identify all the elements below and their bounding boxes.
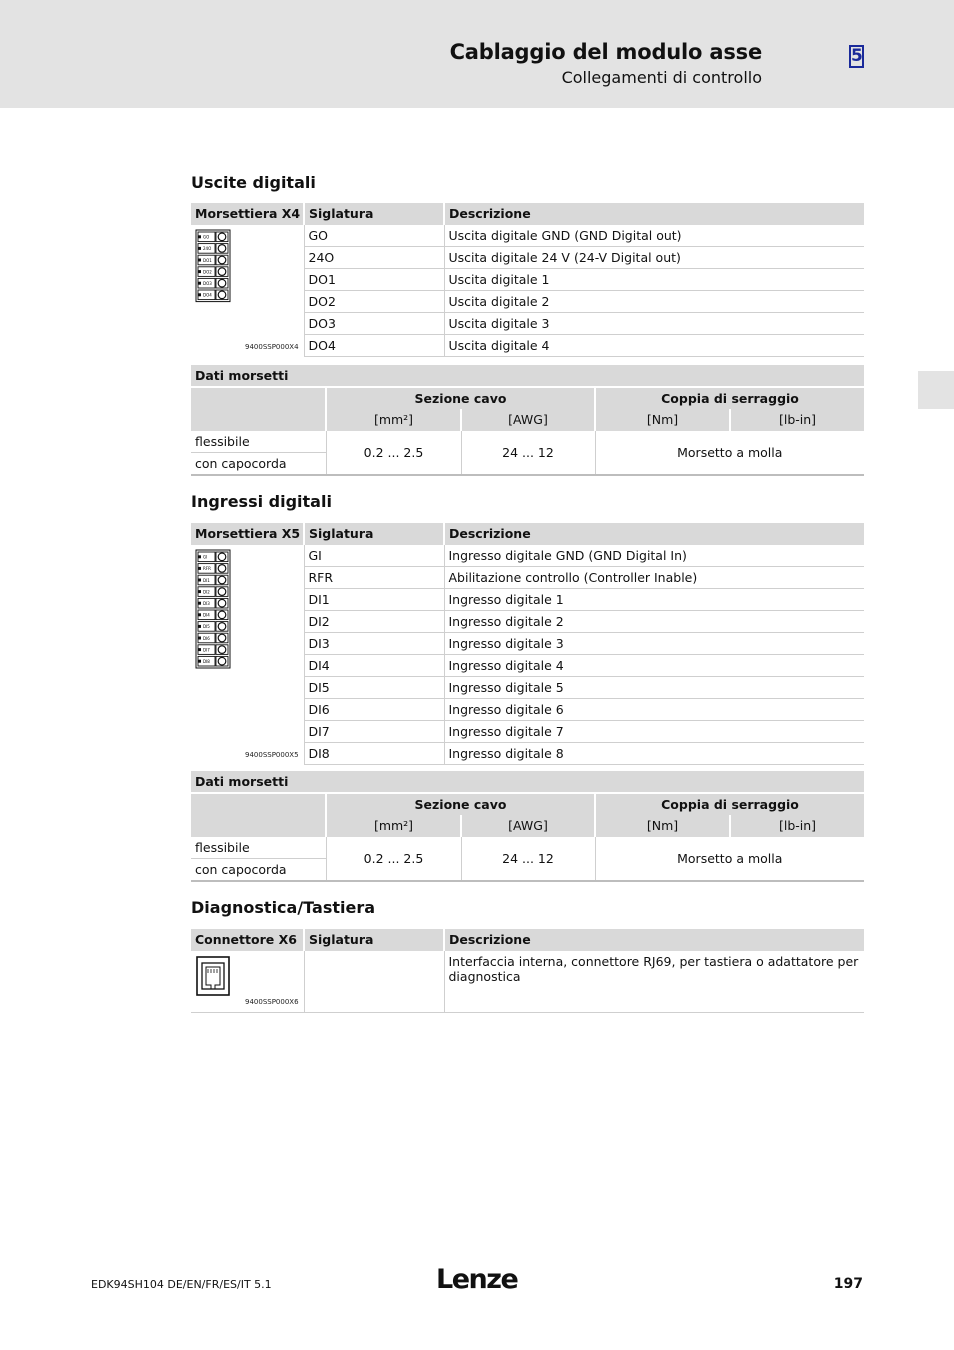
coppia-header: Coppia di serraggio bbox=[595, 387, 864, 409]
coppia-header: Coppia di serraggio bbox=[595, 793, 864, 815]
image-code: 9400SSP000X4 bbox=[245, 342, 299, 351]
col-header-descrizione: Descrizione bbox=[444, 523, 864, 545]
terminal-label: DI6 bbox=[203, 635, 210, 641]
terminal-latch bbox=[198, 660, 201, 663]
unit-awg: [AWG] bbox=[461, 815, 595, 837]
dati-morsetti-table-x4 bbox=[191, 365, 864, 476]
table-row-sig: DI1 bbox=[304, 589, 444, 611]
section-title-ingressi: Ingressi digitali bbox=[191, 492, 332, 511]
col-header-connettore: Connettore X6 bbox=[191, 929, 304, 951]
terminal-latch bbox=[198, 293, 201, 296]
side-tab-marker bbox=[918, 371, 954, 409]
col-header-descrizione: Descrizione bbox=[444, 929, 864, 951]
dati-empty-header bbox=[191, 793, 326, 837]
terminal-label: DI4 bbox=[203, 612, 210, 618]
terminal-spring-hole bbox=[218, 588, 226, 596]
terminal-latch bbox=[198, 247, 201, 250]
terminal-latch bbox=[198, 613, 201, 616]
image-code: 9400SSP000X6 bbox=[245, 997, 299, 1006]
terminal-spring-hole bbox=[218, 245, 226, 253]
table-row-sig: DI5 bbox=[304, 677, 444, 699]
table-row-desc: Ingresso digitale 1 bbox=[444, 589, 864, 611]
terminal-label: DI2 bbox=[203, 589, 210, 595]
unit-mm2: [mm²] bbox=[326, 815, 461, 837]
unit-nm: [Nm] bbox=[595, 409, 730, 431]
table-row-sig: DI4 bbox=[304, 655, 444, 677]
row-label-flessibile: flessibile bbox=[191, 837, 326, 859]
table-row-sig: DI3 bbox=[304, 633, 444, 655]
page-title: Cablaggio del modulo asse bbox=[449, 40, 762, 64]
terminal-latch bbox=[198, 259, 201, 262]
coppia-value: Morsetto a molla bbox=[595, 431, 864, 475]
row-label-capocorda: con capocorda bbox=[191, 453, 326, 476]
table-row-sig: DO4 bbox=[304, 335, 444, 357]
table-row-desc: Ingresso digitale 3 bbox=[444, 633, 864, 655]
page-number: 197 bbox=[833, 1276, 863, 1292]
col-header-morsettiera: Morsettiera X5 bbox=[191, 523, 304, 545]
table-row-desc: Uscita digitale 2 bbox=[444, 291, 864, 313]
ingressi-table bbox=[191, 523, 864, 765]
image-code: 9400SSP000X5 bbox=[245, 750, 299, 759]
table-row-desc: Ingresso digitale 5 bbox=[444, 677, 864, 699]
terminal-spring-hole bbox=[218, 291, 226, 299]
table-row-sig: DI7 bbox=[304, 721, 444, 743]
row-label-flessibile: flessibile bbox=[191, 431, 326, 453]
terminal-spring-hole bbox=[218, 268, 226, 276]
section-title-diagnostica: Diagnostica/Tastiera bbox=[191, 898, 376, 917]
table-row-sig: DO1 bbox=[304, 269, 444, 291]
awg-value: 24 ... 12 bbox=[461, 431, 595, 475]
table-row-sig: DI2 bbox=[304, 611, 444, 633]
unit-nm: [Nm] bbox=[595, 815, 730, 837]
table-row-sig: DI8 bbox=[304, 743, 444, 765]
terminal-spring-hole bbox=[218, 553, 226, 561]
terminal-latch bbox=[198, 590, 201, 593]
terminal-label: 24O bbox=[203, 246, 212, 252]
terminal-spring-hole bbox=[218, 256, 226, 264]
col-header-siglatura: Siglatura bbox=[304, 523, 444, 545]
unit-mm2: [mm²] bbox=[326, 409, 461, 431]
table-row-desc: Uscita digitale 1 bbox=[444, 269, 864, 291]
terminal-label: DI3 bbox=[203, 601, 210, 606]
lenze-logo: Lenze bbox=[436, 1264, 518, 1295]
terminal-spring-hole bbox=[218, 611, 226, 619]
terminal-spring-hole bbox=[218, 576, 226, 584]
table-row-desc: Uscita digitale 4 bbox=[444, 335, 864, 357]
terminal-label: DO1 bbox=[203, 257, 212, 263]
table-row-desc: Uscita digitale GND (GND Digital out) bbox=[444, 225, 864, 247]
diagnostica-desc: Interfaccia interna, connettore RJ69, per tastiera o adattatore per diagnostica bbox=[444, 951, 864, 1012]
terminal-label: DI5 bbox=[203, 624, 210, 630]
terminal-label: GO bbox=[203, 234, 210, 240]
col-header-morsettiera: Morsettiera X4 bbox=[191, 203, 304, 225]
terminal-block-x4-icon bbox=[195, 229, 231, 303]
siglatura-empty-cell bbox=[304, 951, 444, 1012]
section-title-uscite: Uscite digitali bbox=[191, 173, 316, 192]
terminal-label: DO4 bbox=[203, 292, 212, 298]
mm2-value: 0.2 ... 2.5 bbox=[326, 837, 461, 881]
connector-image-cell bbox=[191, 951, 304, 1012]
terminal-spring-hole bbox=[218, 646, 226, 654]
sezione-cavo-header: Sezione cavo bbox=[326, 387, 595, 409]
coppia-value: Morsetto a molla bbox=[595, 837, 864, 881]
table-row-sig: DI6 bbox=[304, 699, 444, 721]
terminal-label: DI1 bbox=[203, 577, 210, 583]
diagnostica-table bbox=[191, 929, 864, 1013]
table-row-sig: DO2 bbox=[304, 291, 444, 313]
row-label-capocorda: con capocorda bbox=[191, 859, 326, 882]
table-row-desc: Ingresso digitale 2 bbox=[444, 611, 864, 633]
terminal-label: DO3 bbox=[203, 281, 212, 286]
table-row-desc: Uscita digitale 3 bbox=[444, 313, 864, 335]
unit-lbin: [lb-in] bbox=[730, 815, 864, 837]
terminal-label: GI bbox=[203, 554, 208, 560]
terminal-spring-hole bbox=[218, 279, 226, 287]
terminal-block-x5-icon bbox=[195, 549, 231, 669]
terminal-latch bbox=[198, 282, 201, 285]
table-row-desc: Uscita digitale 24 V (24-V Digital out) bbox=[444, 247, 864, 269]
col-header-siglatura: Siglatura bbox=[304, 203, 444, 225]
terminal-latch bbox=[198, 637, 201, 640]
terminal-latch bbox=[198, 602, 201, 605]
terminal-latch bbox=[198, 648, 201, 651]
col-header-descrizione: Descrizione bbox=[444, 203, 864, 225]
unit-awg: [AWG] bbox=[461, 409, 595, 431]
terminal-latch bbox=[198, 579, 201, 582]
dati-empty-header bbox=[191, 387, 326, 431]
table-row-sig: RFR bbox=[304, 567, 444, 589]
terminal-spring-hole bbox=[218, 623, 226, 631]
table-row-desc: Ingresso digitale 8 bbox=[444, 743, 864, 765]
doc-code: EDK94SH104 DE/EN/FR/ES/IT 5.1 bbox=[91, 1278, 272, 1291]
page-subtitle: Collegamenti di controllo bbox=[561, 68, 762, 87]
dati-morsetti-table-x5 bbox=[191, 771, 864, 882]
table-row-desc: Ingresso digitale 6 bbox=[444, 699, 864, 721]
terminal-label: DI7 bbox=[203, 647, 210, 653]
terminal-latch bbox=[198, 270, 201, 273]
table-row-sig: 24O bbox=[304, 247, 444, 269]
terminal-latch bbox=[198, 625, 201, 628]
terminal-latch bbox=[198, 567, 201, 570]
terminal-spring-hole bbox=[218, 599, 226, 607]
unit-lbin: [lb-in] bbox=[730, 409, 864, 431]
awg-value: 24 ... 12 bbox=[461, 837, 595, 881]
terminal-label: DO2 bbox=[203, 269, 212, 275]
table-row-desc: Ingresso digitale GND (GND Digital In) bbox=[444, 545, 864, 567]
terminal-image-cell bbox=[191, 225, 304, 357]
col-header-siglatura: Siglatura bbox=[304, 929, 444, 951]
dati-title: Dati morsetti bbox=[191, 771, 864, 793]
table-row-sig: GI bbox=[304, 545, 444, 567]
rj-connector-icon bbox=[195, 955, 231, 997]
dati-title: Dati morsetti bbox=[191, 365, 864, 387]
terminal-label: RFR bbox=[203, 566, 211, 572]
terminal-spring-hole bbox=[218, 565, 226, 573]
table-row-sig: DO3 bbox=[304, 313, 444, 335]
terminal-latch bbox=[198, 555, 201, 558]
terminal-spring-hole bbox=[218, 657, 226, 665]
table-row-desc: Abilitazione controllo (Controller Inable) bbox=[444, 567, 864, 589]
terminal-spring-hole bbox=[218, 634, 226, 642]
terminal-latch bbox=[198, 235, 201, 238]
table-row-desc: Ingresso digitale 4 bbox=[444, 655, 864, 677]
uscite-table bbox=[191, 203, 864, 357]
terminal-label: DI8 bbox=[203, 659, 210, 664]
terminal-spring-hole bbox=[218, 233, 226, 241]
mm2-value: 0.2 ... 2.5 bbox=[326, 431, 461, 475]
sezione-cavo-header: Sezione cavo bbox=[326, 793, 595, 815]
table-row-sig: GO bbox=[304, 225, 444, 247]
chapter-marker: 5 bbox=[851, 46, 863, 66]
terminal-image-cell bbox=[191, 545, 304, 765]
table-row-desc: Ingresso digitale 7 bbox=[444, 721, 864, 743]
